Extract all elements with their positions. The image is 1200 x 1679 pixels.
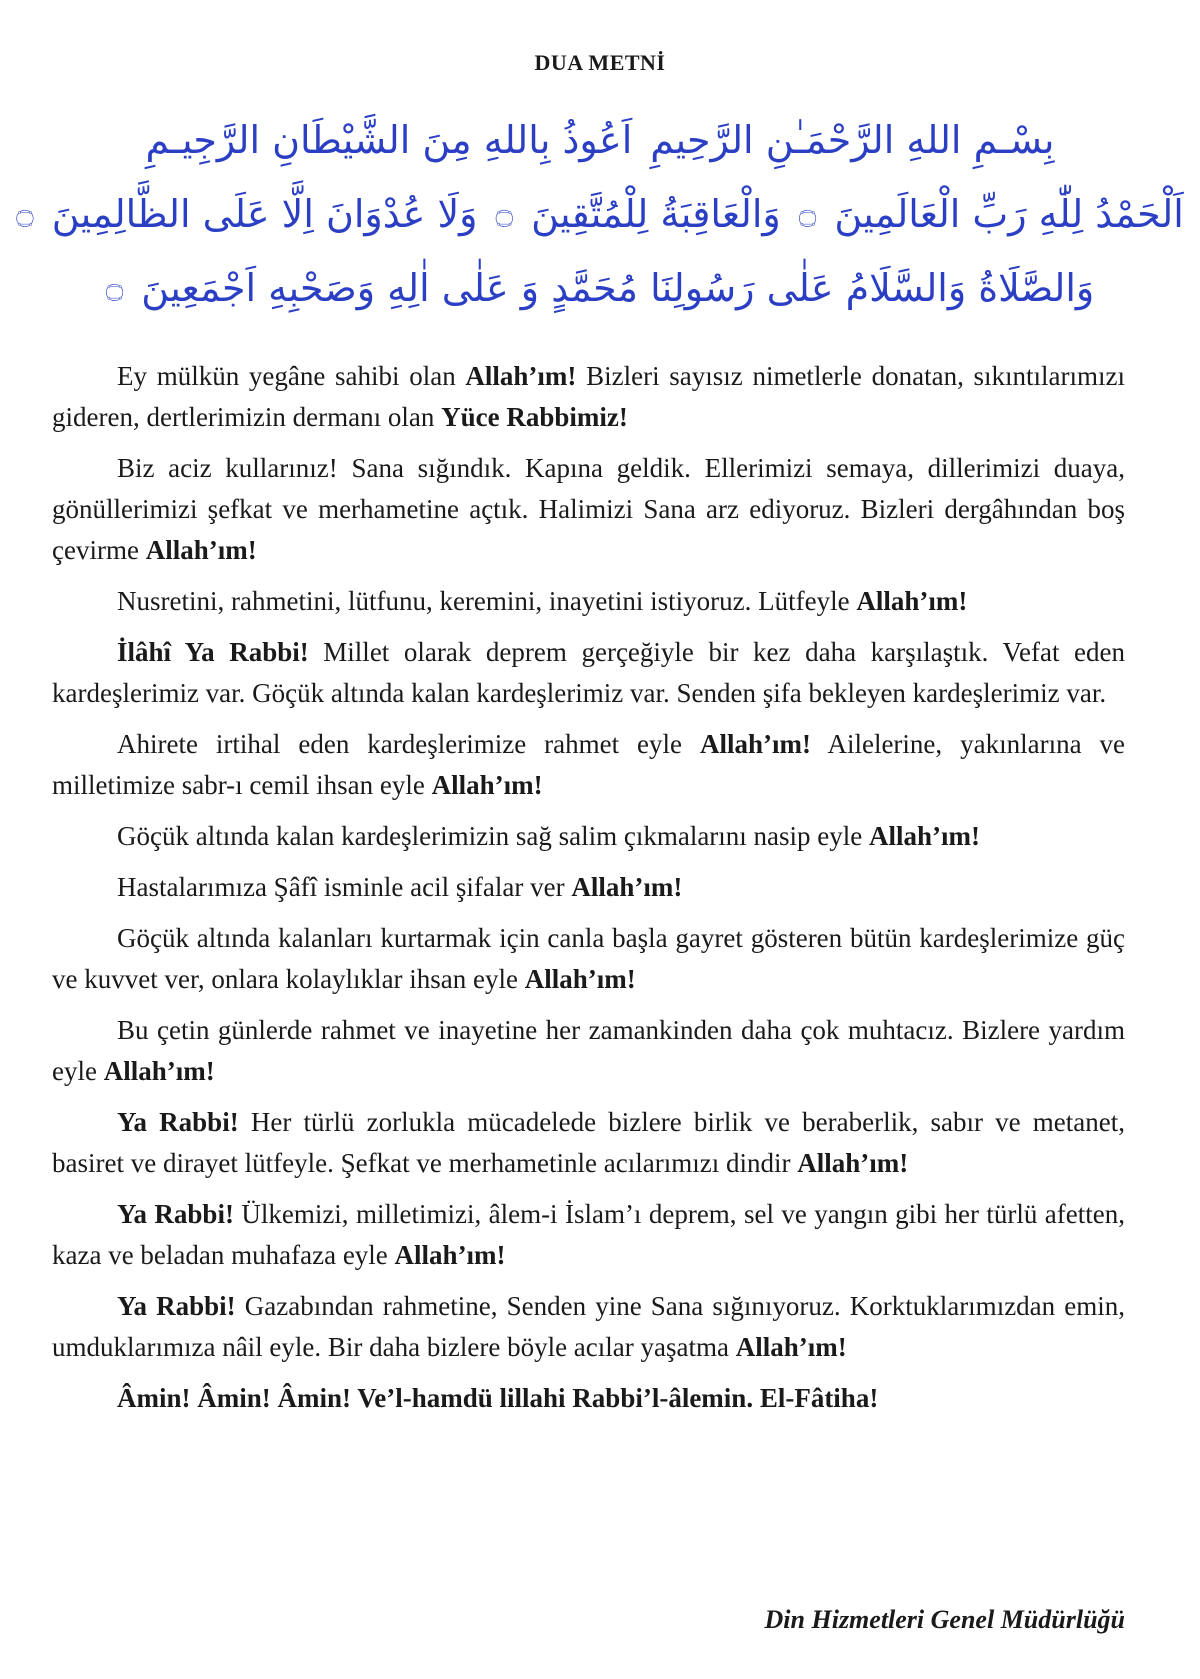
arabic-basmala: بِسْـمِ اللهِ الرَّحْمَـٰنِ الرَّحِيمِ — [650, 118, 1055, 162]
bold-phrase: Allah’ım! — [700, 729, 811, 759]
prayer-paragraph — [52, 724, 1125, 806]
prayer-body — [52, 356, 1125, 1429]
ornament-icon: ۝ — [105, 268, 124, 304]
bold-phrase: Allah’ım! — [735, 1332, 847, 1362]
bold-phrase: Allah’ım! — [869, 821, 981, 851]
prayer-paragraph — [52, 1286, 1125, 1368]
prayer-paragraph — [52, 1010, 1125, 1092]
bold-phrase: Âmin! Âmin! Âmin! Ve’l-hamdü lillahi Rabbi’l-âlemin. El-Fâtiha! — [117, 1383, 879, 1413]
paragraph-text: Biz aciz kullarınız! Sana sığındık. Kapına geldik. Ellerimizi semaya, dillerimizi duaya, gönüllerimizi şefkat ve merhametine açtık. Halimizi Sana arz ediyoruz. Bizleri dergâhından boş çevirme — [52, 453, 1125, 565]
prayer-paragraph — [52, 918, 1125, 1000]
bold-phrase: Allah’ım! — [797, 1148, 909, 1178]
bold-phrase: Ya Rabbi! — [117, 1107, 239, 1137]
paragraph-text: Göçük altında kalanları kurtarmak için canla başla gayret gösteren bütün kardeşlerimize güç ve kuvvet ver, onlara kolaylıklar ihsan eyle — [52, 923, 1125, 994]
paragraph-text: Bizleri sayısız nimetlerle donatan, sıkıntılarımızı gideren, dertlerimizin dermanı olan — [52, 361, 1125, 432]
paragraph-text: Ahirete irtihal eden kardeşlerimize rahmet eyle — [117, 729, 700, 759]
paragraph-text: Millet olarak deprem gerçeğiyle bir kez daha karşılaştık. Vefat eden kardeşlerimiz var. Göçük altında kalan kardeşlerimiz var. Senden şifa bekleyen kardeşlerimiz var. — [52, 637, 1125, 708]
paragraph-text: Gazabından rahmetine, Senden yine Sana sığınıyoruz. Korktuklarımızdan emin, umduklarımıza nâil eyle. Bir daha bizlere böyle acılar yaşatma — [52, 1291, 1126, 1362]
paragraph-text: Göçük altında kalan kardeşlerimizin sağ salim çıkmalarını nasip eyle — [117, 821, 870, 851]
ornament-icon: ۝ — [798, 194, 817, 230]
arabic-invocation-line-3 — [50, 266, 1150, 310]
arabic-hamd: اَلْحَمْدُ لِلّٰهِ رَبِّ الْعَالَمِينَ — [834, 192, 1184, 236]
arabic-invocation-line-2 — [16, 192, 1184, 236]
document-title: DUA METNİ — [534, 50, 666, 75]
bold-phrase: Allah’ım! — [431, 770, 543, 800]
bold-phrase: Allah’ım! — [394, 1240, 506, 1270]
arabic-udvan: وَلَا عُدْوَانَ اِلَّا عَلَى الظَّالِمِينَ — [51, 192, 478, 236]
prayer-paragraph — [52, 1102, 1125, 1184]
paragraph-text: Ülkemizi, milletimizi, âlem-i İslam’ı deprem, sel ve yangın gibi her türlü afetten, kaza ve beladan muhafaza eyle — [52, 1199, 1125, 1270]
prayer-paragraph — [52, 1378, 1125, 1419]
prayer-paragraph — [52, 632, 1125, 714]
ornament-icon: ۝ — [495, 194, 514, 230]
arabic-invocation-line-1 — [50, 118, 1150, 162]
bold-phrase: Allah’ım! — [103, 1056, 215, 1086]
bold-phrase: Allah’ım! — [524, 964, 636, 994]
bold-phrase: Ya Rabbi! — [117, 1291, 236, 1321]
paragraph-text: Nusretini, rahmetini, lütfunu, keremini, inayetini istiyoruz. Lütfeyle — [117, 586, 857, 616]
paragraph-text: Ailelerine, yakınlarına ve milletimize sabr-ı cemil ihsan eyle — [52, 729, 1126, 800]
bold-phrase: Ya Rabbi! — [117, 1199, 234, 1229]
prayer-paragraph — [52, 867, 1125, 908]
prayer-paragraph — [52, 581, 1125, 622]
arabic-akibe: وَالْعَاقِبَةُ لِلْمُتَّقِينَ — [531, 192, 781, 236]
paragraph-text: Her türlü zorlukla mücadelede bizlere birlik ve beraberlik, sabır ve metanet, basiret ve dirayet lütfeyle. Şefkat ve merhametinle acılarımızı dindir — [52, 1107, 1126, 1178]
bold-phrase: Yüce Rabbimiz! — [441, 402, 628, 432]
bold-phrase: Allah’ım! — [145, 535, 257, 565]
arabic-istiaza: اَعُوذُ بِاللهِ مِنَ الشَّيْطَانِ الرَّجِيـمِ — [145, 118, 633, 162]
paragraph-text: Hastalarımıza Şâfî isminle acil şifalar ver — [117, 872, 572, 902]
bold-phrase: Allah’ım! — [571, 872, 683, 902]
prayer-paragraph — [52, 356, 1125, 438]
bold-phrase: Allah’ım! — [856, 586, 968, 616]
bold-phrase: İlâhî Ya Rabbi! — [117, 637, 309, 667]
prayer-paragraph — [52, 816, 1125, 857]
prayer-paragraph — [52, 448, 1125, 571]
paragraph-text: Ey mülkün yegâne sahibi olan — [117, 361, 466, 391]
paragraph-text: Bu çetin günlerde rahmet ve inayetine her zamankinden daha çok muhtacız. Bizlere yardım eyle — [52, 1015, 1125, 1086]
ornament-icon: ۝ — [16, 194, 34, 230]
signature: Din Hizmetleri Genel Müdürlüğü — [764, 1605, 1125, 1634]
prayer-paragraph — [52, 1194, 1125, 1276]
bold-phrase: Allah’ım! — [465, 361, 577, 391]
arabic-salat: وَالصَّلَاةُ وَالسَّلَامُ عَلٰى رَسُولِنَا مُحَمَّدٍ وَ عَلٰى اٰلِهِ وَصَحْبِهِ اَجْمَعِينَ — [141, 266, 1095, 310]
